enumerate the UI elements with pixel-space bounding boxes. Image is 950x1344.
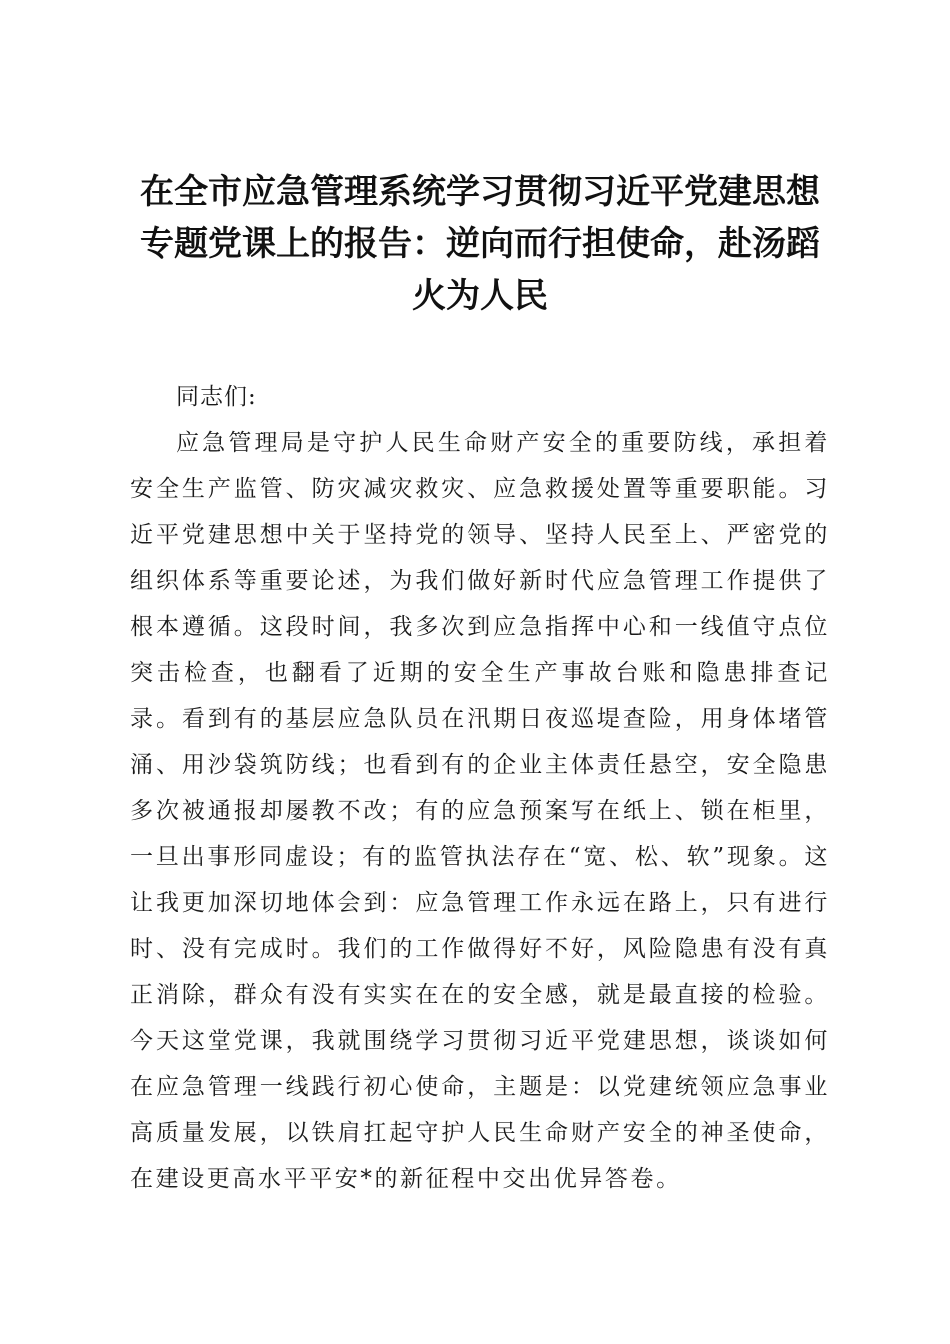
salutation: 同志们:	[176, 384, 257, 410]
body-paragraph: 应急管理局是守护人民生命财产安全的重要防线，承担着安全生产监管、防灾减灾救灾、应急救援处置等重要职能。习近平党建思想中关于坚持党的领导、坚持人民至上、严密党的组织体系等重要论述，为我们做好新时代应急管理工作提供了根本遵循。这段时间，我多次到应急指挥中心和一线值守点位突击检查，也翻看了近期的安全生产事故台账和隐患排查记录。看到有的基层应急队员在汛期日夜巡堤查险，用身体堵管涌、用沙袋筑防线；也看到有的企业主体责任悬空，安全隐患多次被通报却屡教不改；有的应急预案写在纸上、锁在柜里，一旦出事形同虚设；有的监管执法存在“宽、松、软”现象。这让我更加深切地体会到：应急管理工作永远在路上，只有进行时、没有完成时。我们的工作做得好不好，风险隐患有没有真正消除，群众有没有实实在在的安全感，就是最直接的检验。今天这堂党课，我就围绕学习贯彻习近平党建思想，谈谈如何在应急管理一线践行初心使命，主题是：以党建统领应急事业高质量发展，以铁肩扛起守护人民生命财产安全的神圣使命，在建设更高水平平安*的新征程中交出优异答卷。	[130, 430, 830, 1192]
document-body	[130, 374, 830, 1202]
document-title: 在全市应急管理系统学习贯彻习近平党建思想专题党课上的报告：逆向而行担使命，赴汤蹈火为人民	[140, 172, 820, 316]
